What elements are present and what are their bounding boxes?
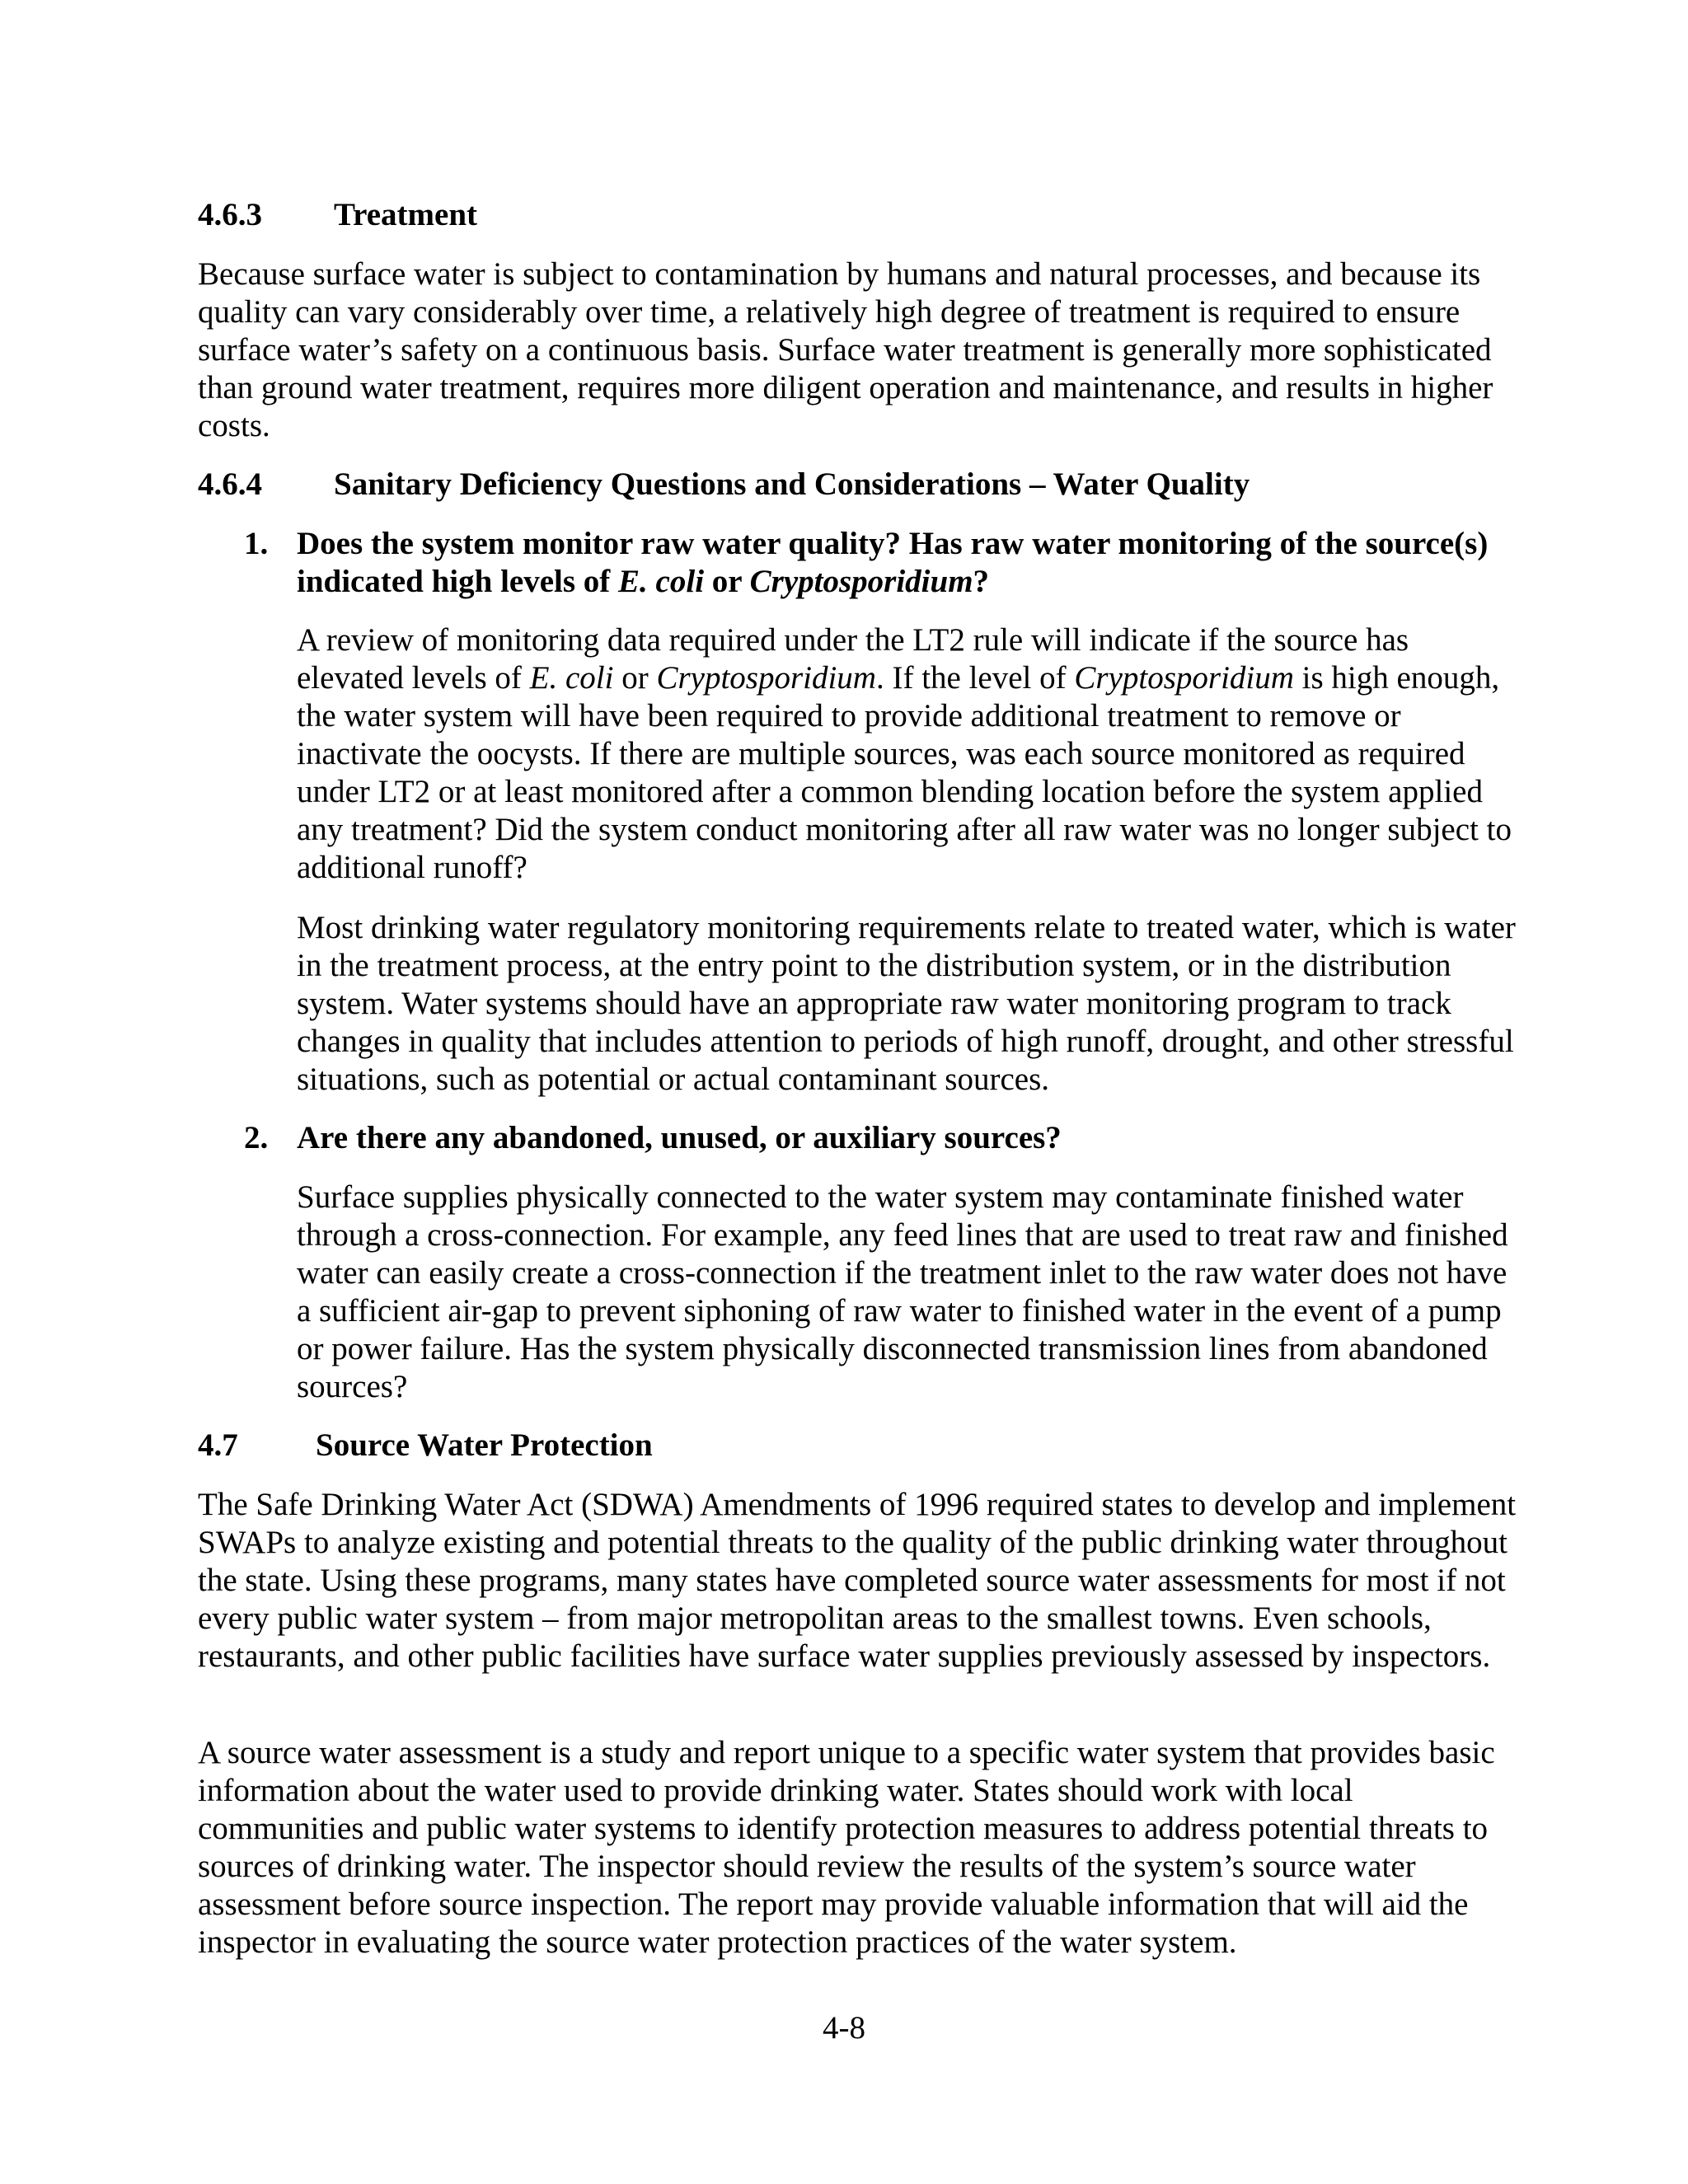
source-water-paragraph-1: The Safe Drinking Water Act (SDWA) Amendments of 1996 required states to develop and implement SWAPs to analyze existing and potential threats to the quality of the public drinking water throughout the state. Using these programs, many states have completed source water assessments for most if not every public water system – from major metropolitan areas to the smallest towns. Even schools, restaurants, and other public facilities have surface water supplies previously assessed by inspectors. — [198, 1487, 1517, 1674]
section-heading-4-6-4 — [198, 466, 1250, 504]
section-title: Sanitary Deficiency Questions and Considerations – Water Quality — [334, 466, 1250, 502]
section-number: 4.7 — [198, 1427, 238, 1463]
italic-term: E. coli — [529, 660, 614, 696]
source-water-paragraph-2: A source water assessment is a study and report unique to a specific water system that provides basic information about the water used to provide drinking water. States should work with local communities and public water systems to identify protection measures to address potential threats to sources of drinking water. The inspector should review the results of the system’s source water assessment before source inspection. The report may provide valuable information that will aid the inspector in evaluating the source water protection practices of the water system. — [198, 1735, 1495, 1960]
question-number: 2. — [244, 1120, 269, 1155]
paragraph-text-part: is high enough, the water system will have been required to provide additional treatment to remove or inactivate the oocysts. If there are multiple sources, was each source monitored as required under LT2 or at least monitored after a common blending location before the system applied any treatment? Did the system conduct monitoring after all raw water was no longer subject to additional runoff? — [297, 660, 1512, 885]
italic-term: Cryptosporidium — [1074, 660, 1294, 696]
paragraph-text-part: . If the level of — [875, 660, 1075, 696]
treatment-paragraph: Because surface water is subject to contamination by humans and natural processes, and because its quality can vary considerably over time, a relatively high degree of treatment is required to ensure surface water’s safety on a continuous basis. Surface water treatment is generally more sophisticated than ground water treatment, requires more diligent operation and maintenance, and results in higher costs. — [198, 256, 1493, 443]
section-heading-4-6-3 — [198, 196, 477, 234]
paragraph-text-part: A review of monitoring data required under the LT2 rule will indicate if the source has elevated levels of — [297, 622, 1409, 696]
question-2 — [244, 1119, 1517, 1157]
question-text-part: ? — [973, 564, 990, 599]
paragraph-text-part: or — [613, 660, 657, 696]
question-text — [297, 526, 1488, 599]
italic-term: E. coli — [618, 564, 705, 599]
section-number: 4.6.3 — [198, 197, 262, 232]
section-heading-4-7 — [198, 1427, 653, 1465]
section-title: Treatment — [334, 197, 477, 232]
question-number: 1. — [244, 526, 269, 561]
italic-term: Cryptosporidium — [656, 660, 876, 696]
section-number: 4.6.4 — [198, 466, 262, 502]
q2-paragraph-1: Surface supplies physically connected to the water system may contaminate finished water through a cross-connection. For example, any feed lines that are used to treat raw and finished water can easily create a cross-connection if the treatment inlet to the raw water does not have a sufficient air-gap to prevent siphoning of raw water to finished water in the event of a pump or power failure. Has the system physically disconnected transmission lines from abandoned sources? — [297, 1179, 1508, 1404]
question-text: Are there any abandoned, unused, or auxiliary sources? — [297, 1120, 1062, 1155]
page-number: 4-8 — [823, 2010, 865, 2046]
q1-paragraph-2: Most drinking water regulatory monitoring requirements relate to treated water, which is water in the treatment process, at the entry point to the distribution system, or in the distribution system. Water systems should have an appropriate raw water monitoring program to track changes in quality that includes attention to periods of high runoff, drought, and other stressful situations, such as potential or actual contaminant sources. — [297, 910, 1516, 1097]
q1-paragraph-1 — [297, 621, 1517, 887]
italic-term: Cryptosporidium — [749, 564, 973, 599]
section-title: Source Water Protection — [316, 1427, 653, 1463]
question-text-part: or — [704, 564, 750, 599]
question-text-part: Does the system monitor raw water quality? Has raw water monitoring of the source(s) indicated high levels of — [297, 526, 1489, 599]
question-1 — [244, 525, 1517, 601]
